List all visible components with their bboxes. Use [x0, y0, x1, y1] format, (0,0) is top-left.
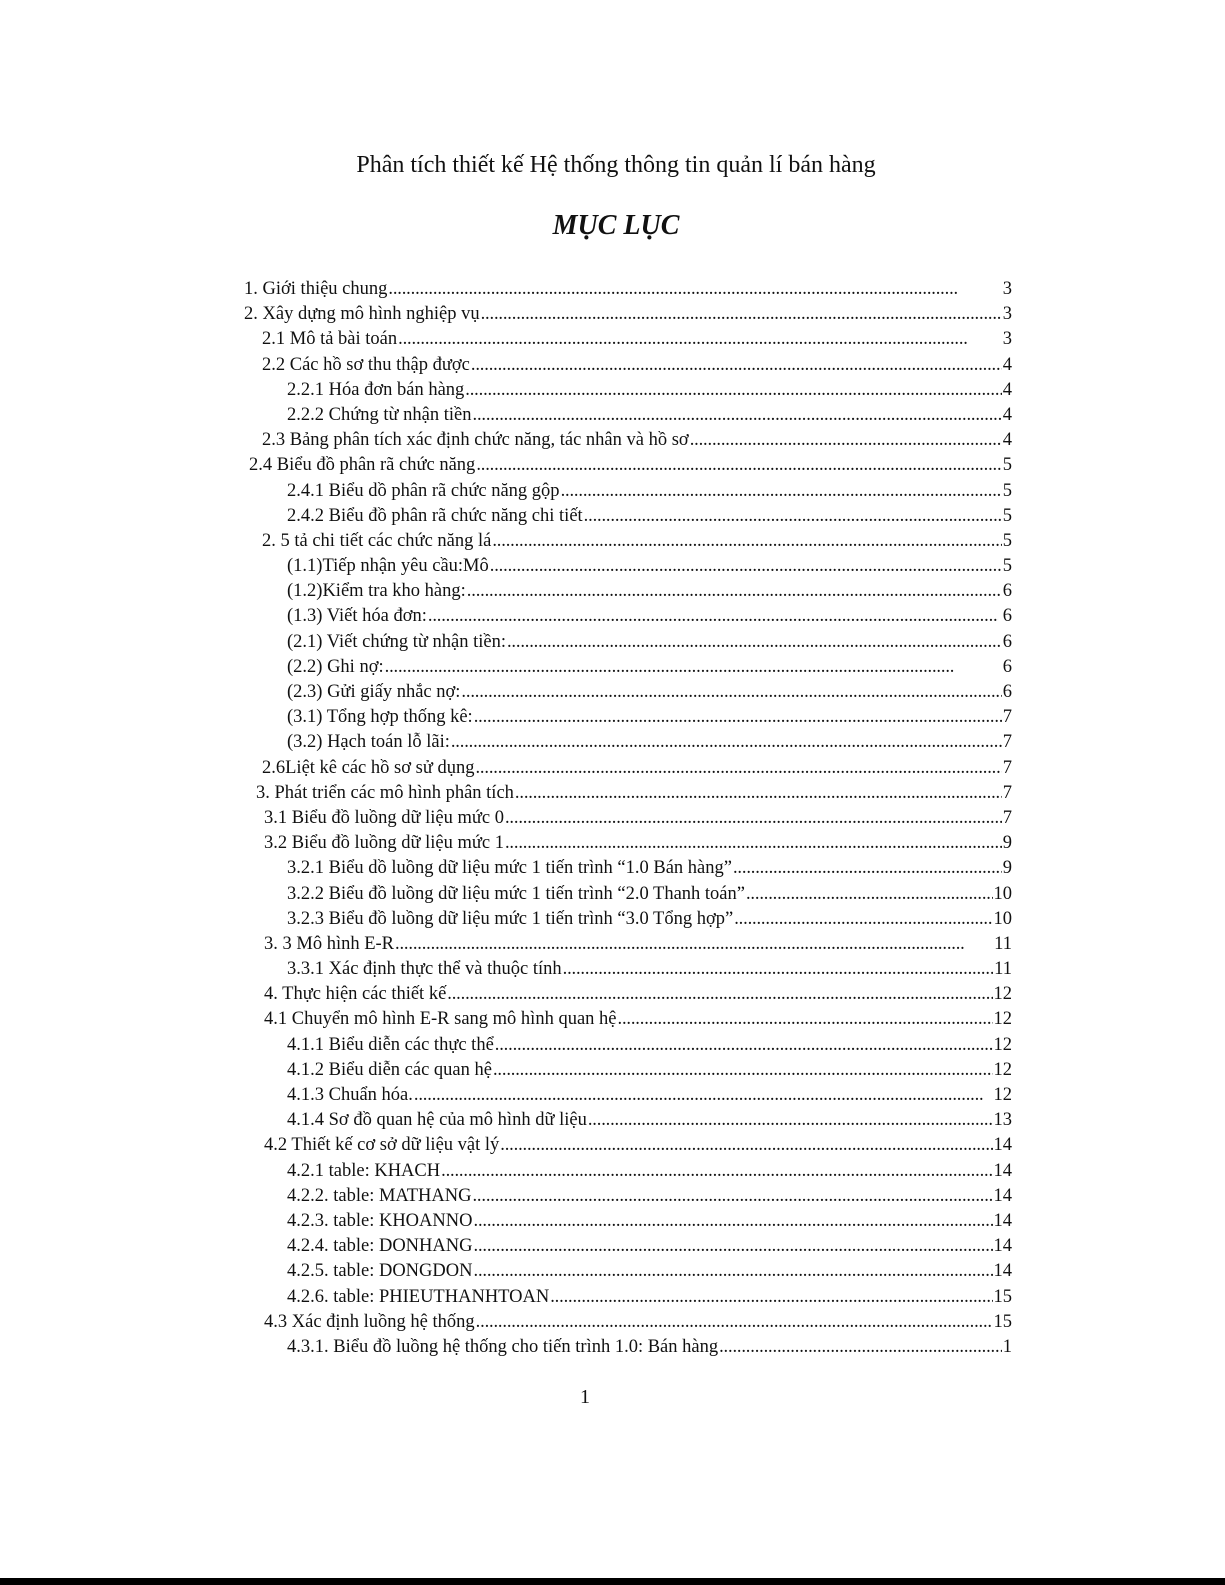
toc-entry[interactable] — [244, 1310, 1012, 1335]
toc-entry-label: 4.1.3 Chuẩn hóa. — [287, 1085, 413, 1105]
toc-entry-label: 3.2.2 Biểu đồ luồng dữ liệu mức 1 tiến trình “2.0 Thanh toán” — [287, 883, 745, 904]
toc-entry-page: 15 — [993, 1286, 1012, 1307]
toc-dot-leader — [476, 453, 1001, 478]
toc-dot-leader — [475, 756, 1001, 781]
toc-entry[interactable] — [244, 1058, 1012, 1083]
toc-entry-label: (1.3) Viết hóa đơn: — [287, 606, 427, 627]
toc-entry-page: 11 — [994, 933, 1012, 954]
toc-dot-leader — [492, 529, 1001, 554]
toc-entry-label: 3.3.1 Xác định thực thể và thuộc tính — [287, 959, 562, 980]
toc-dot-leader — [563, 957, 994, 982]
toc-entry[interactable] — [244, 1159, 1012, 1184]
toc-entry[interactable] — [244, 831, 1012, 856]
toc-dot-leader — [474, 1209, 993, 1234]
toc-entry-label: 4. Thực hiện các thiết kế — [264, 984, 447, 1005]
toc-entry-page: 14 — [993, 1261, 1012, 1282]
toc-dot-leader — [447, 982, 992, 1007]
toc-dot-leader — [550, 1285, 992, 1310]
toc-dot-leader — [490, 554, 1002, 579]
toc-entry[interactable] — [244, 907, 1012, 932]
toc-dot-leader — [495, 1033, 993, 1058]
toc-entry-label: 4.3 Xác định luồng hệ thống — [264, 1311, 475, 1332]
toc-dot-leader — [398, 327, 1002, 352]
toc-entry[interactable] — [244, 327, 1012, 352]
toc-entry[interactable] — [244, 882, 1012, 907]
toc-dot-leader — [584, 504, 1002, 529]
toc-entry-page: 12 — [993, 1009, 1012, 1030]
toc-entry-page: 6 — [1002, 682, 1012, 702]
toc-entry-page: 15 — [993, 1311, 1012, 1332]
toc-entry-label: 4.3.1. Biểu đồ luồng hệ thống cho tiến trình 1.0: Bán hàng — [287, 1336, 719, 1357]
toc-entry-page: 14 — [993, 1160, 1012, 1181]
toc-entry[interactable] — [244, 579, 1012, 604]
toc-entry-label: 2.2.1 Hóa đơn bán hàng — [287, 379, 465, 400]
toc-entry-page: 14 — [993, 1210, 1012, 1231]
toc-entry[interactable] — [244, 856, 1012, 881]
toc-entry[interactable] — [244, 680, 1012, 705]
toc-entry-label: 4.2.2. table: MATHANG — [287, 1185, 472, 1206]
toc-entry-label: 2.4.1 Biểu dồ phân rã chức năng gộp — [287, 480, 560, 501]
toc-entry-page: 14 — [993, 1135, 1012, 1156]
toc-entry-page: 6 — [1002, 656, 1012, 677]
toc-entry-page: 12 — [993, 1085, 1012, 1105]
toc-entry-label: (1.1)Tiếp nhận yêu cầu:Mô — [287, 556, 489, 577]
toc-entry[interactable] — [244, 781, 1012, 806]
toc-entry-label: 2.4.2 Biểu đồ phân rã chức năng chi tiết — [287, 505, 583, 526]
toc-entry-page: 1 — [1002, 1336, 1012, 1357]
toc-entry[interactable] — [244, 1234, 1012, 1259]
toc-dot-leader — [465, 378, 1001, 403]
toc-entry-label: 4.2.1 table: KHACH — [287, 1160, 441, 1181]
toc-entry-label: 4.2 Thiết kế cơ sở dữ liệu vật lý — [264, 1135, 500, 1156]
toc-entry-label: 4.2.5. table: DONGDON — [287, 1261, 473, 1282]
toc-entry[interactable] — [244, 1184, 1012, 1209]
toc-entry[interactable] — [244, 1335, 1012, 1360]
toc-entry[interactable] — [244, 630, 1012, 655]
toc-dot-leader — [481, 302, 1002, 327]
toc-entry-page: 7 — [1002, 782, 1012, 803]
toc-entry-page: 14 — [993, 1236, 1012, 1257]
toc-entry-label: (1.2)Kiểm tra kho hàng: — [287, 581, 466, 602]
toc-dot-leader — [395, 932, 993, 957]
toc-entry-label: 1. Giới thiệu chung — [244, 279, 388, 299]
toc-title: MỤC LỤC — [552, 210, 680, 241]
toc-entry-label: 3.2.1 Biểu dồ luồng dữ liệu mức 1 tiến trình “1.0 Bán hàng” — [287, 858, 732, 879]
toc-entry[interactable] — [244, 353, 1012, 378]
toc-entry[interactable] — [244, 604, 1012, 629]
toc-entry-label: (2.1) Viết chứng từ nhận tiền: — [287, 631, 506, 652]
toc-entry-label: (3.2) Hạch toán lỗ lãi: — [287, 732, 450, 753]
toc-entry-label: 4.1 Chuyển mô hình E-R sang mô hình quan hệ — [264, 1009, 617, 1030]
toc-entry-page: 7 — [1002, 807, 1012, 828]
toc-entry-label: (2.2) Ghi nợ: — [287, 656, 384, 677]
toc-entry-page: 12 — [993, 1059, 1012, 1080]
toc-entry[interactable] — [244, 1007, 1012, 1032]
toc-entry-page: 7 — [1002, 757, 1012, 778]
toc-entry-label: 3.2 Biểu đồ luồng dữ liệu mức 1 — [264, 833, 504, 854]
toc-dot-leader — [451, 730, 1002, 755]
toc-dot-leader — [441, 1159, 992, 1184]
toc-dot-leader — [467, 579, 1002, 604]
toc-entry[interactable] — [244, 1285, 1012, 1310]
toc-dot-leader — [733, 856, 1002, 881]
toc-dot-leader — [515, 781, 1002, 806]
toc-dot-leader — [471, 353, 1002, 378]
toc-dot-leader — [461, 680, 1001, 705]
toc-entry-page: 3 — [1002, 329, 1012, 350]
toc-entry-page: 10 — [993, 883, 1012, 904]
toc-entry-page: 13 — [993, 1110, 1012, 1131]
toc-entry-label: 2.1 Mô tả bài toán — [262, 329, 398, 350]
toc-entry-label: 2.3 Bảng phân tích xác định chức năng, tác nhân và hồ sơ — [262, 430, 689, 451]
toc-entry-page: 5 — [1002, 530, 1012, 551]
toc-entry[interactable] — [244, 277, 1012, 302]
toc-entry-page: 11 — [994, 959, 1012, 980]
toc-dot-leader — [474, 1259, 993, 1284]
toc-dot-leader — [690, 428, 1002, 453]
toc-dot-leader — [474, 1234, 993, 1259]
toc-dot-leader — [618, 1007, 993, 1032]
toc-entry[interactable] — [244, 1033, 1012, 1058]
toc-entry-page: 5 — [1002, 505, 1012, 526]
toc-entry-label: (3.1) Tổng hợp thống kê: — [287, 707, 473, 728]
toc-dot-leader — [473, 403, 1002, 428]
toc-entry-page: 10 — [993, 908, 1012, 929]
toc-entry-page: 12 — [993, 1034, 1012, 1055]
toc-dot-leader — [414, 1083, 993, 1108]
toc-entry-label: 4.1.1 Biểu diễn các thực thể — [287, 1034, 494, 1055]
toc-dot-leader — [561, 479, 1002, 504]
toc-entry-page: 5 — [1002, 455, 1012, 476]
toc-entry-label: 2.6Liệt kê các hồ sơ sử dụng — [262, 757, 475, 778]
toc-entry-label: 2.4 Biểu đồ phân rã chức năng — [249, 455, 476, 476]
toc-entry-page: 3 — [1002, 304, 1012, 325]
toc-entry-label: 2. Xây dựng mô hình nghiệp vụ — [244, 304, 480, 325]
toc-dot-leader — [734, 907, 992, 932]
toc-entry-label: 4.1.4 Sơ đồ quan hệ của mô hình dữ liệu — [287, 1110, 587, 1131]
toc-entry-label: (2.3) Gửi giấy nhắc nợ: — [287, 682, 461, 702]
toc-entry-label: 4.2.4. table: DONHANG — [287, 1236, 473, 1257]
toc-entry-label: 3.1 Biểu đồ luồng dữ liệu mức 0 — [264, 807, 504, 828]
toc-entry[interactable] — [244, 1083, 1012, 1108]
page-header: Phân tích thiết kế Hệ thống thông tin quản lí bán hàng — [356, 152, 876, 178]
toc-entry[interactable] — [244, 957, 1012, 982]
toc-entry[interactable] — [244, 529, 1012, 554]
toc-entry[interactable] — [244, 378, 1012, 403]
toc-entry-page: 3 — [1002, 279, 1012, 299]
toc-entry-page: 14 — [993, 1185, 1012, 1206]
toc-entry[interactable] — [244, 982, 1012, 1007]
toc-entry-page: 4 — [1002, 354, 1012, 375]
toc-entry[interactable] — [244, 302, 1012, 327]
toc-entry-page: 6 — [1002, 581, 1012, 602]
toc-entry-label: 2.2 Các hồ sơ thu thập được — [262, 354, 470, 375]
page-number: 1 — [580, 1386, 590, 1408]
toc-dot-leader — [588, 1108, 993, 1133]
toc-dot-leader — [500, 1133, 992, 1158]
bottom-rule — [0, 1578, 1225, 1585]
toc-entry-label: 3. Phát triển các mô hình phân tích — [256, 782, 514, 803]
toc-dot-leader — [428, 604, 1002, 629]
toc-entry-label: 4.2.6. table: PHIEUTHANHTOAN — [287, 1286, 550, 1307]
toc-dot-leader — [476, 1310, 993, 1335]
toc-entry[interactable] — [244, 932, 1012, 957]
toc-entry-page: 9 — [1002, 833, 1012, 854]
toc-entry[interactable] — [244, 403, 1012, 428]
table-of-contents — [244, 277, 1012, 1360]
toc-entry-label: 3.2.3 Biểu đồ luồng dữ liệu mức 1 tiến trình “3.0 Tổng hợp” — [287, 908, 734, 929]
toc-dot-leader — [472, 1184, 992, 1209]
toc-entry-page: 4 — [1002, 430, 1012, 451]
toc-dot-leader — [505, 806, 1002, 831]
toc-entry-page: 4 — [1002, 379, 1012, 400]
toc-entry[interactable] — [244, 1209, 1012, 1234]
toc-dot-leader — [388, 277, 1001, 302]
toc-entry-label: 2. 5 tả chi tiết các chức năng lá — [262, 530, 492, 551]
toc-dot-leader — [385, 655, 1002, 680]
toc-entry-page: 5 — [1002, 556, 1012, 577]
toc-dot-leader — [746, 882, 993, 907]
toc-entry-page: 7 — [1002, 707, 1012, 728]
toc-entry[interactable] — [244, 554, 1012, 579]
toc-dot-leader — [493, 1058, 993, 1083]
toc-entry[interactable] — [244, 705, 1012, 730]
toc-entry[interactable] — [244, 504, 1012, 529]
toc-entry[interactable] — [244, 655, 1012, 680]
toc-entry-page: 7 — [1002, 732, 1012, 753]
toc-entry[interactable] — [244, 1108, 1012, 1133]
toc-entry-page: 4 — [1002, 404, 1012, 425]
toc-entry[interactable] — [244, 756, 1012, 781]
toc-entry[interactable] — [244, 806, 1012, 831]
toc-entry[interactable] — [244, 730, 1012, 755]
toc-dot-leader — [507, 630, 1002, 655]
toc-entry[interactable] — [244, 1133, 1012, 1158]
toc-dot-leader — [719, 1335, 1002, 1360]
toc-entry-page: 5 — [1002, 480, 1012, 501]
toc-entry-label: 4.2.3. table: KHOANNO — [287, 1210, 473, 1231]
toc-entry[interactable] — [244, 428, 1012, 453]
toc-dot-leader — [505, 831, 1002, 856]
toc-entry-page: 9 — [1002, 858, 1012, 879]
toc-entry[interactable] — [244, 479, 1012, 504]
toc-entry-label: 2.2.2 Chứng từ nhận tiền — [287, 404, 472, 425]
toc-entry[interactable] — [244, 453, 1012, 478]
toc-entry-label: 4.1.2 Biểu diễn các quan hệ — [287, 1059, 492, 1080]
toc-entry-page: 6 — [1002, 631, 1012, 652]
toc-entry-page: 6 — [1002, 606, 1012, 627]
toc-dot-leader — [474, 705, 1002, 730]
toc-entry-label: 3. 3 Mô hình E-R — [264, 933, 395, 954]
toc-entry-page: 12 — [993, 984, 1012, 1005]
toc-entry[interactable] — [244, 1259, 1012, 1284]
